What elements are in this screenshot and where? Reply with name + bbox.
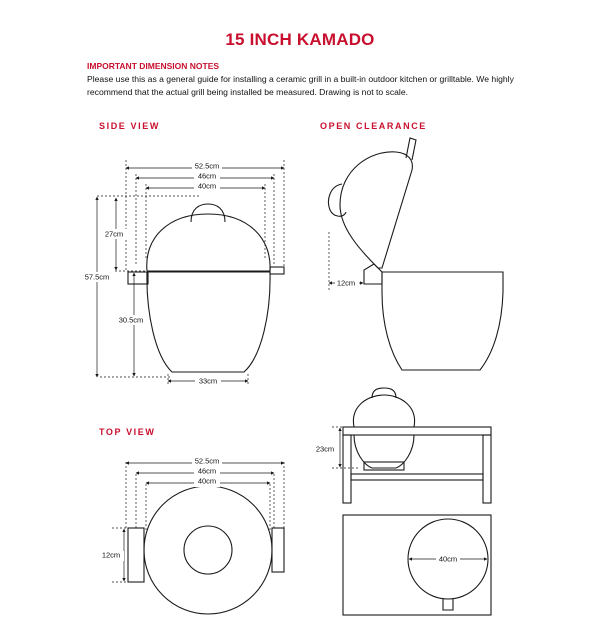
top-overall-width-label: 52.5cm xyxy=(194,456,220,466)
top-body-width-label: 46cm xyxy=(197,466,217,476)
side-body-width-label: 46cm xyxy=(197,171,217,181)
top-view-drawing xyxy=(128,486,284,614)
side-total-height-label: 57.5cm xyxy=(84,272,110,282)
side-inner-width-label: 40cm xyxy=(197,181,217,191)
open-clearance-drawing xyxy=(329,138,504,370)
table-grill-vent xyxy=(372,388,396,398)
side-dome xyxy=(147,214,270,271)
notes-heading: IMPORTANT DIMENSION NOTES xyxy=(87,61,220,71)
table-grill-dome xyxy=(353,395,414,427)
top-inner-width-label: 40cm xyxy=(197,476,217,486)
open-hinge xyxy=(364,264,382,284)
open-lid-vent xyxy=(329,184,347,216)
side-vent-cap xyxy=(191,204,225,222)
side-dome-height-label: 27cm xyxy=(104,229,124,239)
table-top-surface xyxy=(343,515,491,615)
top-vent-circle xyxy=(184,526,232,574)
top-hinge-depth-label: 12cm xyxy=(101,550,121,560)
table-left-leg xyxy=(343,435,351,503)
top-handle xyxy=(272,528,284,572)
page-title: 15 INCH KAMADO xyxy=(225,30,375,49)
table-grill-base xyxy=(354,435,414,468)
table-right-leg xyxy=(483,435,491,503)
table-top-rail xyxy=(343,427,491,435)
table-cutout-label: 40cm xyxy=(438,554,458,564)
notes-text: Please use this as a general guide for installing a ceramic grill in a built-in outdoor kitchen or grilltable. We highly recommend that the actual grill being installed be measured. Drawing is not to scale. xyxy=(87,74,514,97)
side-handle xyxy=(270,267,284,274)
top-view-heading: TOP VIEW xyxy=(99,427,156,437)
open-base xyxy=(382,272,503,370)
table-lower-rail xyxy=(351,474,483,480)
side-view-drawing xyxy=(128,204,284,372)
open-lid-handle xyxy=(406,138,416,160)
table-cutout-notch xyxy=(443,599,453,610)
table-top-drawing xyxy=(343,515,491,615)
open-lid xyxy=(340,152,412,268)
side-base-height-label: 30.5cm xyxy=(118,315,144,325)
table-grill-stand xyxy=(364,462,404,470)
table-height-label: 23cm xyxy=(315,444,335,454)
side-foot-width-label: 33cm xyxy=(198,376,218,386)
side-hinge xyxy=(128,272,148,284)
table-front-drawing xyxy=(343,388,491,503)
open-clearance-label: 12cm xyxy=(336,278,356,288)
side-base xyxy=(147,272,270,372)
top-body-circle xyxy=(144,486,272,614)
side-view-heading: SIDE VIEW xyxy=(99,121,160,131)
side-overall-width-label: 52.5cm xyxy=(194,161,220,171)
top-hinge xyxy=(128,528,144,582)
open-clearance-heading: OPEN CLEARANCE xyxy=(320,121,427,131)
